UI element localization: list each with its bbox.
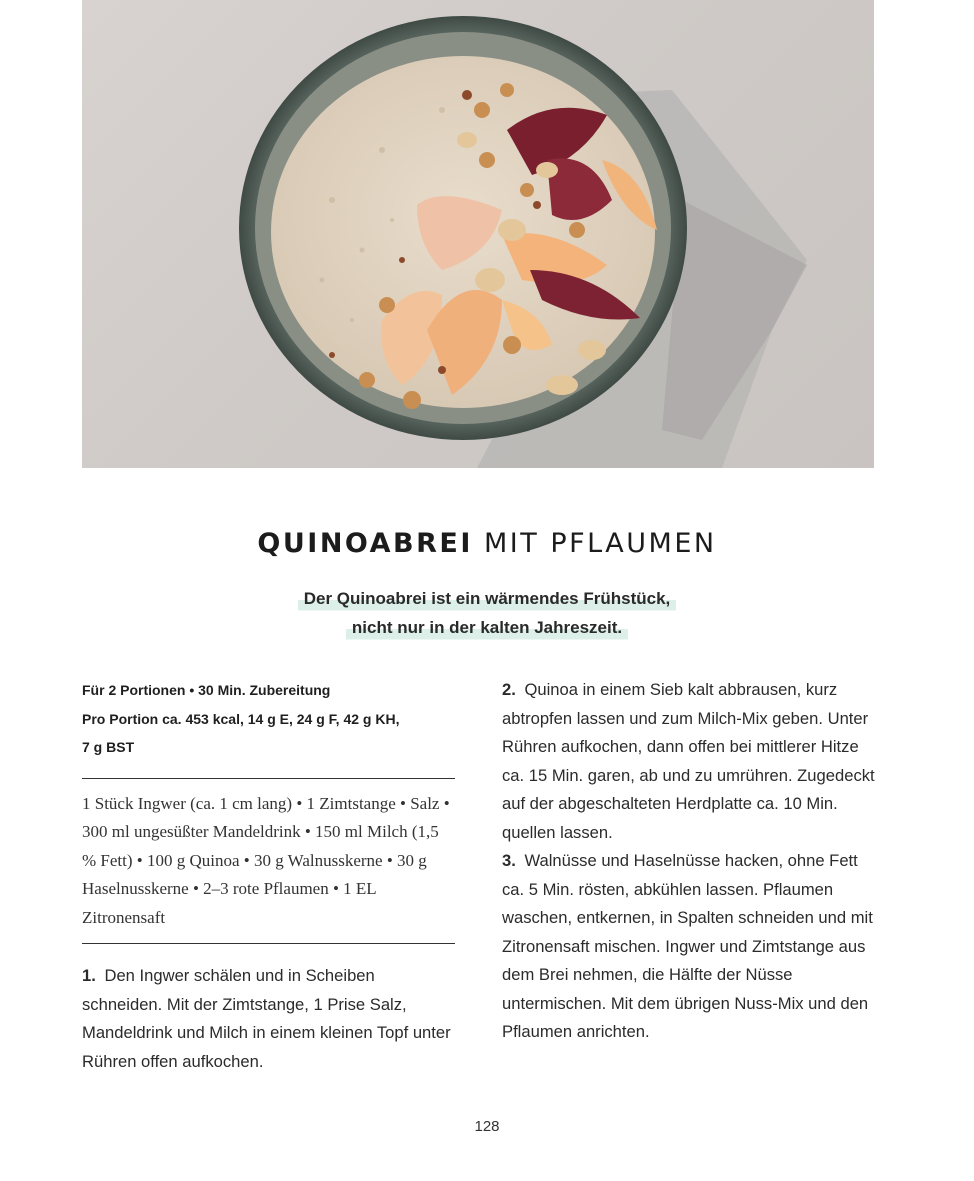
recipe-title <box>0 528 974 559</box>
step-text: Quinoa in einem Sieb kalt abbrausen, kurz abtropfen lassen und zum Milch-Mix geben. Unter Rühren aufkochen, dann offen bei mittlerer Hitze ca. 15 Min. garen, ab und zu umrühren. Zugedeckt auf der abgeschalteten Herdplatte ca. 10 Min. quellen lassen. <box>502 680 875 842</box>
recipe-photo <box>82 0 874 468</box>
step-text: Den Ingwer schälen und in Scheiben schneiden. Mit der Zimtstange, 1 Prise Salz, Mandeldrink und Milch in einem kleinen Topf unter Rühren offen aufkochen. <box>82 966 451 1071</box>
step-text: Walnüsse und Haselnüsse hacken, ohne Fett ca. 5 Min. rösten, abkühlen lassen. Pflaumen waschen, entkernen, in Spalten schneiden und mit Zitronensaft mischen. Ingwer und Zimtstange aus dem Brei nehmen, die Hälfte der Nüsse untermischen. Mit dem übrigen Nuss-Mix und den Pflaumen anrichten. <box>502 851 873 1041</box>
subtitle-line-2: nicht nur in der kalten Jahreszeit. <box>346 613 628 642</box>
recipe-title-light: MIT PFLAUMEN <box>484 528 717 559</box>
subtitle-line-1: Der Quinoabrei ist ein wärmendes Frühstück, <box>298 584 677 613</box>
recipe-subtitle <box>0 584 974 642</box>
meta-fiber: 7 g BST <box>82 739 135 755</box>
step-3 <box>502 847 882 1047</box>
step-1 <box>82 962 455 1076</box>
page-number: 128 <box>474 1118 500 1135</box>
step-number: 2. <box>502 680 516 699</box>
porridge-bowl-illustration <box>82 0 874 468</box>
recipe-meta <box>82 676 455 762</box>
meta-nutrition: Pro Portion ca. 453 kcal, 14 g E, 24 g F, 42 g KH, <box>82 710 400 727</box>
ingredients-list: 1 Stück Ingwer (ca. 1 cm lang) • 1 Zimtstange • Salz • 300 ml ungesüßter Mandeldrink • 150 ml Milch (1,5 % Fett) • 100 g Quinoa • 30 g Walnusskerne • 30 g Haselnusskerne • 2–3 rote Pflaumen • 1 EL Zitronensaft <box>82 793 450 927</box>
step-number: 3. <box>502 851 516 870</box>
step-number: 1. <box>82 966 96 985</box>
right-column <box>502 676 882 1047</box>
step-2 <box>502 676 882 847</box>
recipe-title-bold: QUINOABREI <box>257 528 473 559</box>
meta-portions: Für 2 Portionen • 30 Min. Zubereitung <box>82 682 331 698</box>
divider-bottom <box>82 943 455 944</box>
left-column <box>82 676 455 1076</box>
